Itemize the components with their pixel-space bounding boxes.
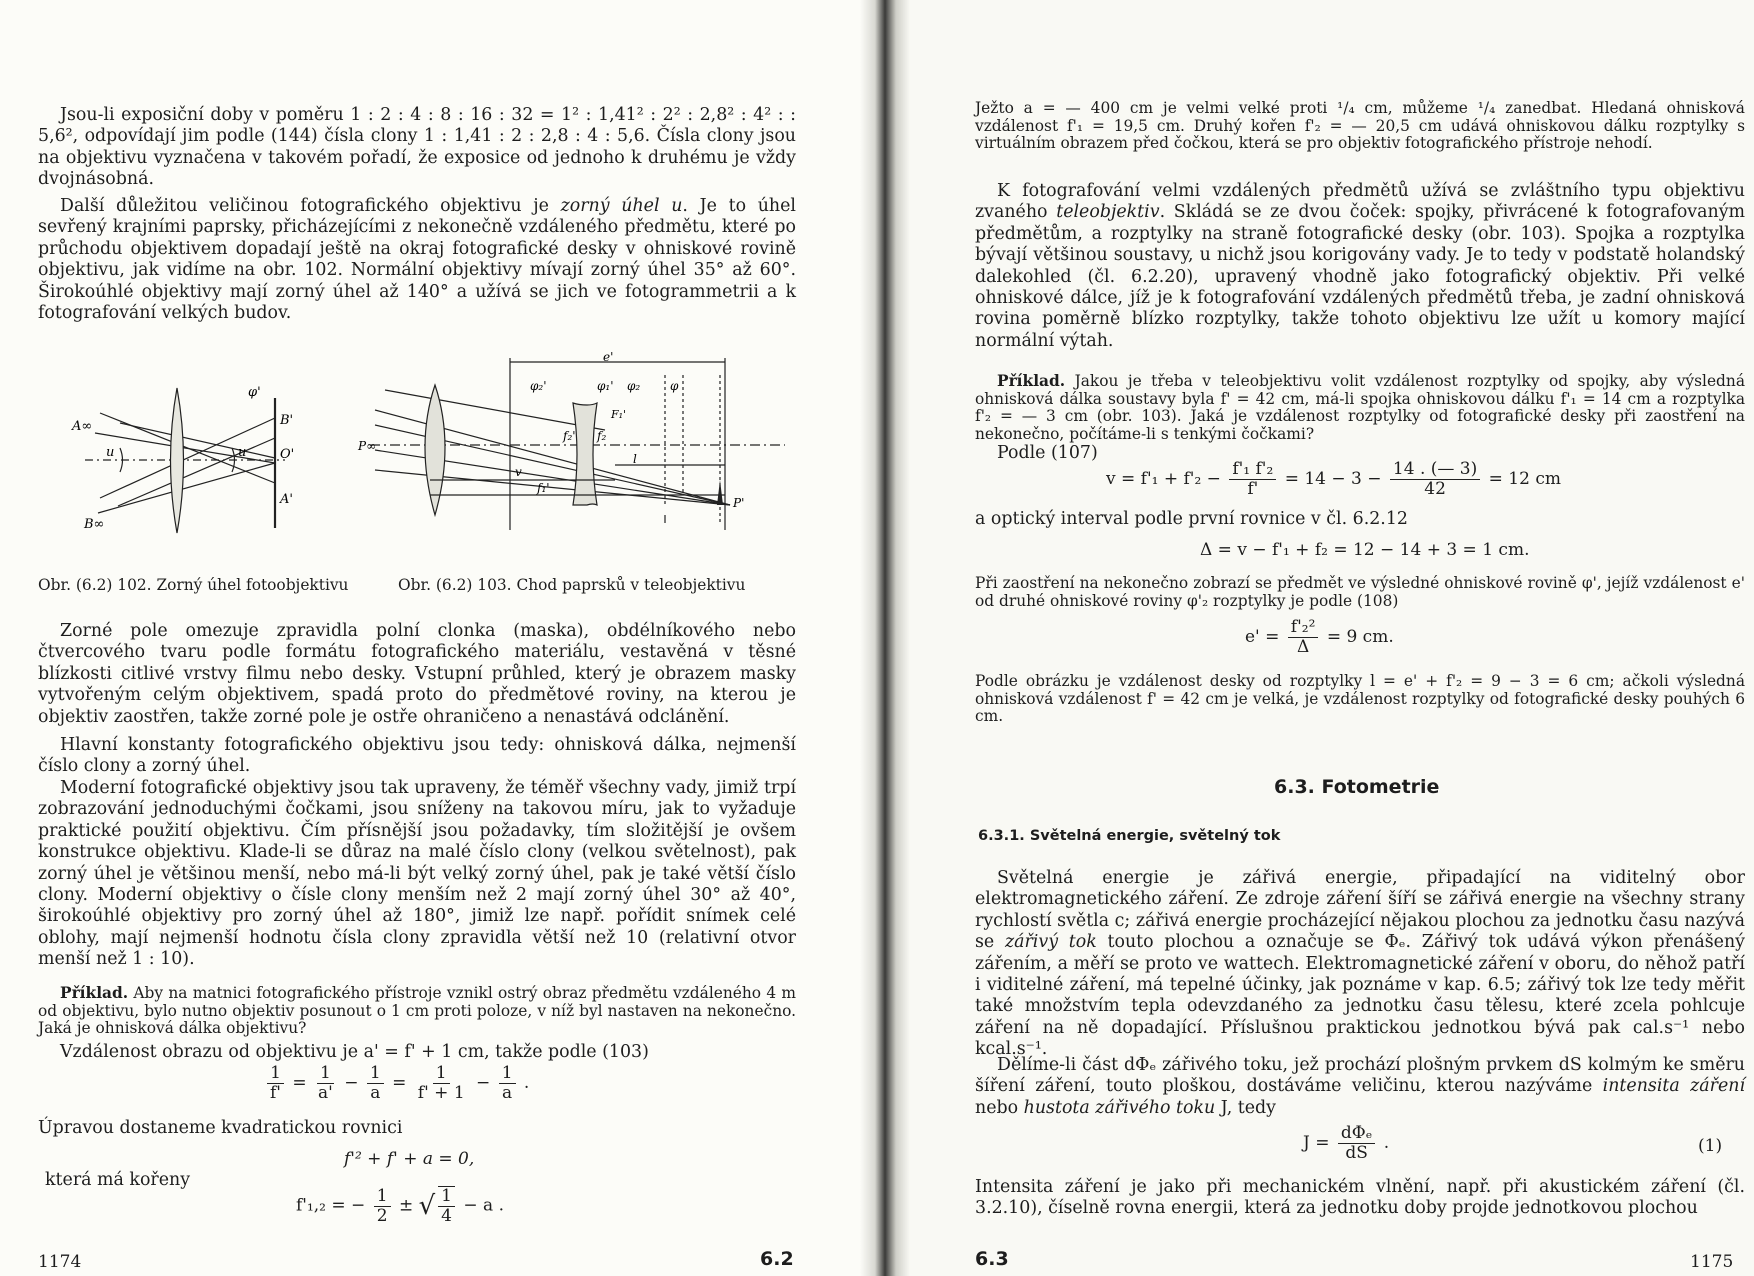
- ray-line: [100, 418, 275, 498]
- example-label: Příklad.: [60, 984, 129, 1002]
- numerator: 1: [438, 1187, 455, 1207]
- label-f1-prime: F₁': [611, 408, 627, 421]
- denominator: Δ: [1296, 637, 1310, 657]
- equation-part: = 9 cm.: [1326, 627, 1394, 647]
- numerator: 1: [374, 1187, 391, 1207]
- left-paragraph-5: Moderní fotografické objektivy jsou tak upraveny, že téměř všechny vady, jimiž trpí zobrazování jednoduchými čočkami, jsou sníženy na takovou míru, jak to vyžaduje praktické použití objektivu. Čím přísnější jsou požadavky, tím složitější je ovšem konstrukce objektivu. Klade-li se důraz na malé číslo clony (velkou světelnost), pak zorný úhel je většinou menší, nebo má-li být velký zorný úhel, pak je také větší číslo clony. Moderní objektivy o čísle clony menším než 2 mají zorný úhel 30° až 40°, širokoúhlé objektivy pro zorný úhel až 180°, jimiž lze např. pořídit snímek celé oblohy, mají nejmenší hodnotu čísla clony zpravidla větší než 10 (relativní otvor menší než 1 : 10).: [38, 778, 796, 970]
- denominator: 42: [1424, 479, 1446, 499]
- fraction: [267, 1064, 284, 1103]
- label-l: l: [633, 452, 637, 466]
- denominator: a': [318, 1083, 333, 1103]
- left-paragraph-4: Hlavní konstanty fotografického objektivu jsou tedy: ohnisková dálka, nejmenší číslo clony a zorný úhel.: [38, 735, 796, 777]
- label-a-prime: A': [280, 492, 293, 507]
- denominator: 4: [441, 1206, 452, 1226]
- label-f1: f₁': [537, 481, 550, 495]
- equation-part: f'₁,₂ = −: [296, 1195, 366, 1216]
- example-label: Příklad.: [997, 372, 1066, 390]
- denominator: dS: [1345, 1143, 1368, 1163]
- fraction: [1288, 618, 1319, 657]
- equation-quadratic: f'² + f' + a = 0,: [344, 1149, 475, 1169]
- equation-lens: $\frac{1}{f'}$ = $\frac{1}{a'}$ − $\frac{1}{a}$ = $\frac{1}{f' + 1}$ − $\frac{1}{a}$ .: [264, 1064, 529, 1103]
- label-b-prime: B': [280, 413, 294, 428]
- equation-part: v = f'₁ + f'₂ −: [1106, 469, 1221, 489]
- figure-102-diagram: [70, 378, 325, 543]
- denominator: 2: [376, 1205, 388, 1226]
- fraction: [1390, 460, 1480, 499]
- equation-roots: [296, 1186, 504, 1226]
- lens-shape: [171, 388, 184, 533]
- numerator: 1: [433, 1064, 450, 1084]
- equation-v: [1106, 460, 1561, 499]
- ray-line: [118, 438, 275, 506]
- label-f2-prime: f₂': [563, 429, 576, 443]
- right-text-podle: Podle (107): [997, 443, 1098, 463]
- label-u: u: [106, 445, 115, 460]
- right-text-interval: a optický interval podle první rovnice v čl. 6.2.12: [975, 509, 1408, 529]
- denominator: a: [502, 1083, 513, 1103]
- text-run: . Skládá se ze dvou čoček: spojky, přivrácené k fotografovaným předmětům, a rozptylky na straně fotografické desky (obr. 103). Spojka a rozptylka bývají většinou soustavy, u nichž jsou korigovány vady. Je to tedy v podstatě holandský dalekohled (čl. 6.2.20), upravený vhodně jako fotografický objektiv. Při velké ohniskové dálce, jíž je k fotografování vzdálených předmětů třeba, je zadní ohnisková rovina poměrně blízko rozptylky, takže tohoto objektivu lze užít u komory mající normální výtah.: [975, 202, 1746, 351]
- label-p-infinity: P∞: [358, 439, 377, 453]
- text-run: K fotografování velmi vzdálených předmětů užívá se zvláštního typu objektivu zvaného: [975, 181, 1745, 223]
- label-e-prime: e': [603, 350, 614, 364]
- text-run: Dělíme-li část dΦₑ zářivého toku, jež prochází plošným prvkem dS kolmým ke směru šíření záření, touto ploškou, dostáváme veličinu, kterou nazýváme: [975, 1055, 1745, 1097]
- numerator: 1: [499, 1064, 516, 1084]
- numerator: 1: [317, 1064, 334, 1084]
- label-o-prime: O': [280, 447, 295, 462]
- denominator: a: [370, 1083, 381, 1103]
- equation-e: [1245, 618, 1394, 657]
- left-paragraph-1: Jsou-li exposiční doby v poměru 1 : 2 : 4 : 8 : 16 : 32 = 1² : 1,41² : 2² : 2,8² : 4² : : 5,6², odpovídají jim podle (144) čísla clony 1 : 1,41 : 2 : 2,8 : 4 : 5,6. Čísla clony jsou na objektivu vyznačena v takovém pořadí, že exposice od jednoho k druhému je vždy dvojnásobná.: [38, 105, 796, 190]
- right-paragraph-4: Podle obrázku je vzdálenost desky od rozptylky l = e' + f'₂ = 9 − 3 = 6 cm; ačkoli výsledná ohnisková vzdálenost f' = 42 cm je velká, je vzdálenost rozptylky od fotografické desky pouhých 6 cm.: [975, 672, 1745, 726]
- equation-part: J =: [1303, 1133, 1330, 1153]
- right-section-marker: 6.3: [975, 1248, 1009, 1270]
- fraction: [1338, 1124, 1375, 1163]
- right-paragraph-3: Při zaostření na nekonečno zobrazí se předmět ve výsledné ohniskové rovině φ', jejíž vzdálenost e' od druhé ohniskové roviny φ'₂ rozptylky je podle (108): [975, 574, 1745, 610]
- equation-part: − a .: [463, 1195, 504, 1216]
- text-run: J, tedy: [1215, 1097, 1276, 1118]
- section-heading: 6.3. Fotometrie: [1274, 776, 1440, 798]
- right-paragraph-5: [975, 868, 1745, 1061]
- fraction: [499, 1064, 516, 1103]
- left-example-line: Vzdálenost obrazu od objektivu je a' = f' + 1 cm, takže podle (103): [60, 1042, 649, 1062]
- denominator: f': [270, 1083, 281, 1103]
- left-section-marker: 6.2: [760, 1248, 794, 1270]
- numerator: f'₁ f'₂: [1229, 460, 1276, 480]
- right-paragraph-7: Intensita záření je jako při mechanickém vlnění, např. při akustickém záření (čl. 3.2.10), číselně rovna energii, která za jednotku doby projde jednotkovou plochou: [975, 1177, 1745, 1219]
- numerator: dΦₑ: [1338, 1124, 1375, 1144]
- equation-intensity: [1303, 1124, 1389, 1163]
- label-phi: φ: [670, 379, 679, 393]
- subsection-heading: 6.3.1. Světelná energie, světelný tok: [978, 828, 1281, 844]
- left-page-number: 1174: [38, 1252, 82, 1272]
- right-page-number: 1175: [1690, 1252, 1734, 1272]
- label-a-infinity: A∞: [72, 419, 93, 434]
- arrowhead: [717, 480, 723, 505]
- text-run: Světelná energie je zářivá energie, připadající na viditelný obor elektromagnetického záření. Ze zdroje záření šíří se zářivá energie na všechny strany rychlostí světla c; zářivá energie procházející nějakou plochou za jednotku času nazývá se: [975, 868, 1745, 953]
- label-v: v: [515, 465, 522, 479]
- left-paragraph-3: Zorné pole omezuje zpravidla polní clonka (maska), obdélníkového nebo čtvercového tvaru podle formátu fotografického materiálu, vestavěná v těsné blízkosti citlivé vrstvy filmu nebo desky. Vstupní průhled, který je obrazem masky vytvořeným celým objektivem, spadá proto do předmětové roviny, na kterou je objektiv zaostřen, takže zorné pole je ostře ohraničeno a nenastává odclánění.: [38, 621, 796, 727]
- label-phi2: φ₂: [627, 379, 641, 393]
- label-f2: f₂: [597, 429, 607, 443]
- term-zorny-uhel: zorný úhel u: [560, 196, 683, 216]
- denominator: f' + 1: [417, 1083, 465, 1103]
- equation-part: .: [1383, 1133, 1390, 1153]
- text-run: touto plochou a označuje se Φₑ. Zářivý tok udává výkon přenášený zářením, a měří se proto ve wattech. Elektromagnetické záření v oboru, do něhož patří i viditelné záření, má tepelné účinky, jak poznáme v kap. 6.5; zářivý tok lze tedy měřit také množstvím tepla odevzdaného za jednotku času tělesu, které zcela pohlcuje záření na ně dopadající. Příslušnou praktickou jednotkou bývá pak cal.s⁻¹ nebo kcal.s⁻¹.: [975, 932, 1745, 1060]
- fraction: [315, 1064, 336, 1103]
- left-text-quadratic: Úpravou dostaneme kvadratickou rovnici: [38, 1118, 403, 1138]
- label-p-prime: P': [733, 496, 745, 510]
- equation-part: = 14 − 3 −: [1284, 469, 1382, 489]
- text-run: nebo: [975, 1097, 1024, 1118]
- left-example: [38, 985, 796, 1038]
- figure-103-diagram: [358, 350, 795, 560]
- fraction: [438, 1186, 455, 1226]
- denominator: f': [1247, 479, 1259, 499]
- term-teleobjektiv: teleobjektiv: [1056, 202, 1160, 223]
- label-u: u: [238, 445, 247, 460]
- example-text: Jakou je třeba v teleobjektivu volit vzdálenost rozptylky od spojky, aby výsledná ohnisková dálka soustavy byla f' = 42 cm, má-li spojka ohniskovou dálku f'₁ = 14 cm a rozptylka f'₂ = — 3 cm (obr. 103). Jaká je vzdálenost rozptylky od fotografické desky při zaostření na nekonečno, počítáme-li s tenkými čočkami?: [975, 372, 1745, 443]
- ray-line: [385, 390, 605, 430]
- left-text-roots: která má kořeny: [45, 1170, 191, 1190]
- figure-102-caption: Obr. (6.2) 102. Zorný úhel fotoobjektivu: [38, 576, 349, 594]
- right-paragraph-1: Ježto a = — 400 cm je velmi velké proti ¹/₄ cm, můžeme ¹/₄ zanedbat. Hledaná ohnisková vzdálenost f'₁ = 19,5 cm. Druhý kořen f'₂ = — 20,5 cm udává ohniskovou dálku rozptylky s virtuálním obrazem před čočkou, která se pro objektiv fotografického přístroje nehodí.: [975, 99, 1745, 153]
- right-paragraph-6: [975, 1055, 1745, 1119]
- fraction: [415, 1064, 468, 1103]
- label-phi1-prime: φ₁': [597, 379, 614, 393]
- equation-number: (1): [1698, 1136, 1723, 1156]
- equation-delta: Δ = v − f'₁ + f₂ = 12 − 14 + 3 = 1 cm.: [1200, 540, 1530, 560]
- numerator: 1: [267, 1064, 284, 1084]
- term-hustota-toku: hustota zářivého toku: [1023, 1097, 1216, 1118]
- right-example: [975, 373, 1745, 443]
- concave-lens: [573, 403, 597, 505]
- ray-line: [98, 463, 275, 513]
- fraction: [367, 1064, 384, 1103]
- term-zarivy-tok: zářivý tok: [1004, 932, 1097, 953]
- ray-line: [100, 413, 275, 483]
- right-paragraph-2: [975, 181, 1745, 352]
- figure-103-caption: Obr. (6.2) 103. Chod paprsků v teleobjektivu: [398, 576, 746, 594]
- fraction: [1229, 460, 1276, 499]
- equation-part: = 12 cm: [1488, 469, 1561, 489]
- label-b-infinity: B∞: [84, 517, 105, 532]
- numerator: 1: [367, 1064, 384, 1084]
- example-text: Aby na matnici fotografického přístroje vznikl ostrý obraz předmětu vzdáleného 4 m od objektivu, bylo nutno objektiv posunout o 1 cm proti poloze, v níž byl nastaven na nekonečno. Jaká je ohnisková dálka objektivu?: [38, 984, 796, 1038]
- book-gutter: [860, 0, 910, 1276]
- text-run: Další důležitou veličinou fotografického objektivu je: [60, 196, 561, 216]
- plus-minus: ±: [398, 1195, 414, 1216]
- equation-part: e' =: [1245, 627, 1280, 647]
- text-run: . Je to úhel sevřený krajními paprsky, přicházejícími z nekonečně vzdáleného předmětu, které po průchodu objektivem dopadají ještě na okraj fotografické desky v ohniskové rovině objektivu, jak vidíme na obr. 102. Normální objektivy mívají zorný úhel 35° až 60°. Širokoúhlé objektivy mají zorný úhel až 140° a užívá se jich ve fotogrammetrii a k fotografování velkých budov.: [38, 196, 796, 324]
- numerator: f'₂²: [1288, 618, 1319, 638]
- sqrt-symbol: √: [418, 1191, 436, 1221]
- fraction: [374, 1187, 391, 1226]
- label-phi: φ': [248, 385, 261, 400]
- label-phi2-prime: φ₂': [530, 379, 547, 393]
- left-paragraph-2: [38, 196, 796, 324]
- term-intensita-zareni: intensita záření: [1602, 1076, 1746, 1097]
- numerator: 14 . (— 3): [1390, 460, 1480, 480]
